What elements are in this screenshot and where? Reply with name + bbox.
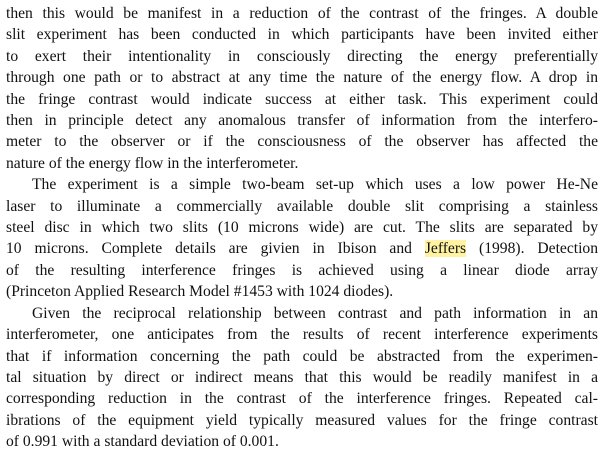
text-line: nature of the energy flow in the interferometer. — [6, 154, 299, 172]
document-page — [6, 3, 598, 453]
text-line: laser to illuminate a commercially available double slit comprising a stainless — [6, 197, 598, 215]
paragraph — [6, 3, 598, 174]
text-line: tal situation by direct or indirect means that this would be readily manifest in a — [6, 368, 598, 386]
text-line: (Princeton Applied Research Model #1453 with 1024 diodes). — [6, 283, 394, 301]
text-line: corresponding reduction in the contrast of the interference fringes. Repeated cal- — [6, 390, 598, 408]
text-line: of 0.991 with a standard deviation of 0.001. — [6, 433, 279, 451]
text-line: slit experiment has been conducted in which participants have been invited either — [6, 26, 598, 44]
document-text — [6, 3, 598, 453]
text-line: to exert their intentionality in consciously directing the energy preferentially — [6, 47, 598, 65]
text-line: Given the reciprocal relationship between contrast and path information in an — [32, 304, 598, 322]
text-line: 10 microns. Complete details are givien in Ibison and Jeffers (1998). Detection — [6, 240, 598, 258]
text-line: interferometer, one anticipates from the results of recent interference experiments — [6, 326, 598, 344]
text-line: through one path or to abstract at any time the nature of the energy flow. A drop in — [6, 69, 598, 87]
text-line: of the resulting interference fringes is achieved using a linear diode array — [6, 261, 598, 279]
text-line: the fringe contrast would indicate success at either task. This experiment could — [6, 90, 598, 108]
text-line: then this would be manifest in a reduction of the contrast of the fringes. A double — [6, 5, 598, 22]
text-line: The experiment is a simple two-beam set-up which uses a low power He-Ne — [32, 176, 598, 194]
text-line: ibrations of the equipment yield typically measured values for the fringe contrast — [6, 411, 598, 429]
text-line: that if information concerning the path could be abstracted from the experimen- — [6, 347, 598, 365]
text-line: steel disc in which two slits (10 microns wide) are cut. The slits are separated by — [6, 219, 598, 237]
text-line: meter to the observer or if the consciousness of the observer has affected the — [6, 133, 598, 151]
paragraph — [6, 303, 598, 453]
highlighted-text: Jeffers — [424, 240, 467, 258]
text-line: then in principle detect any anomalous transfer of information from the interfero- — [6, 112, 598, 130]
paragraph — [6, 174, 598, 302]
